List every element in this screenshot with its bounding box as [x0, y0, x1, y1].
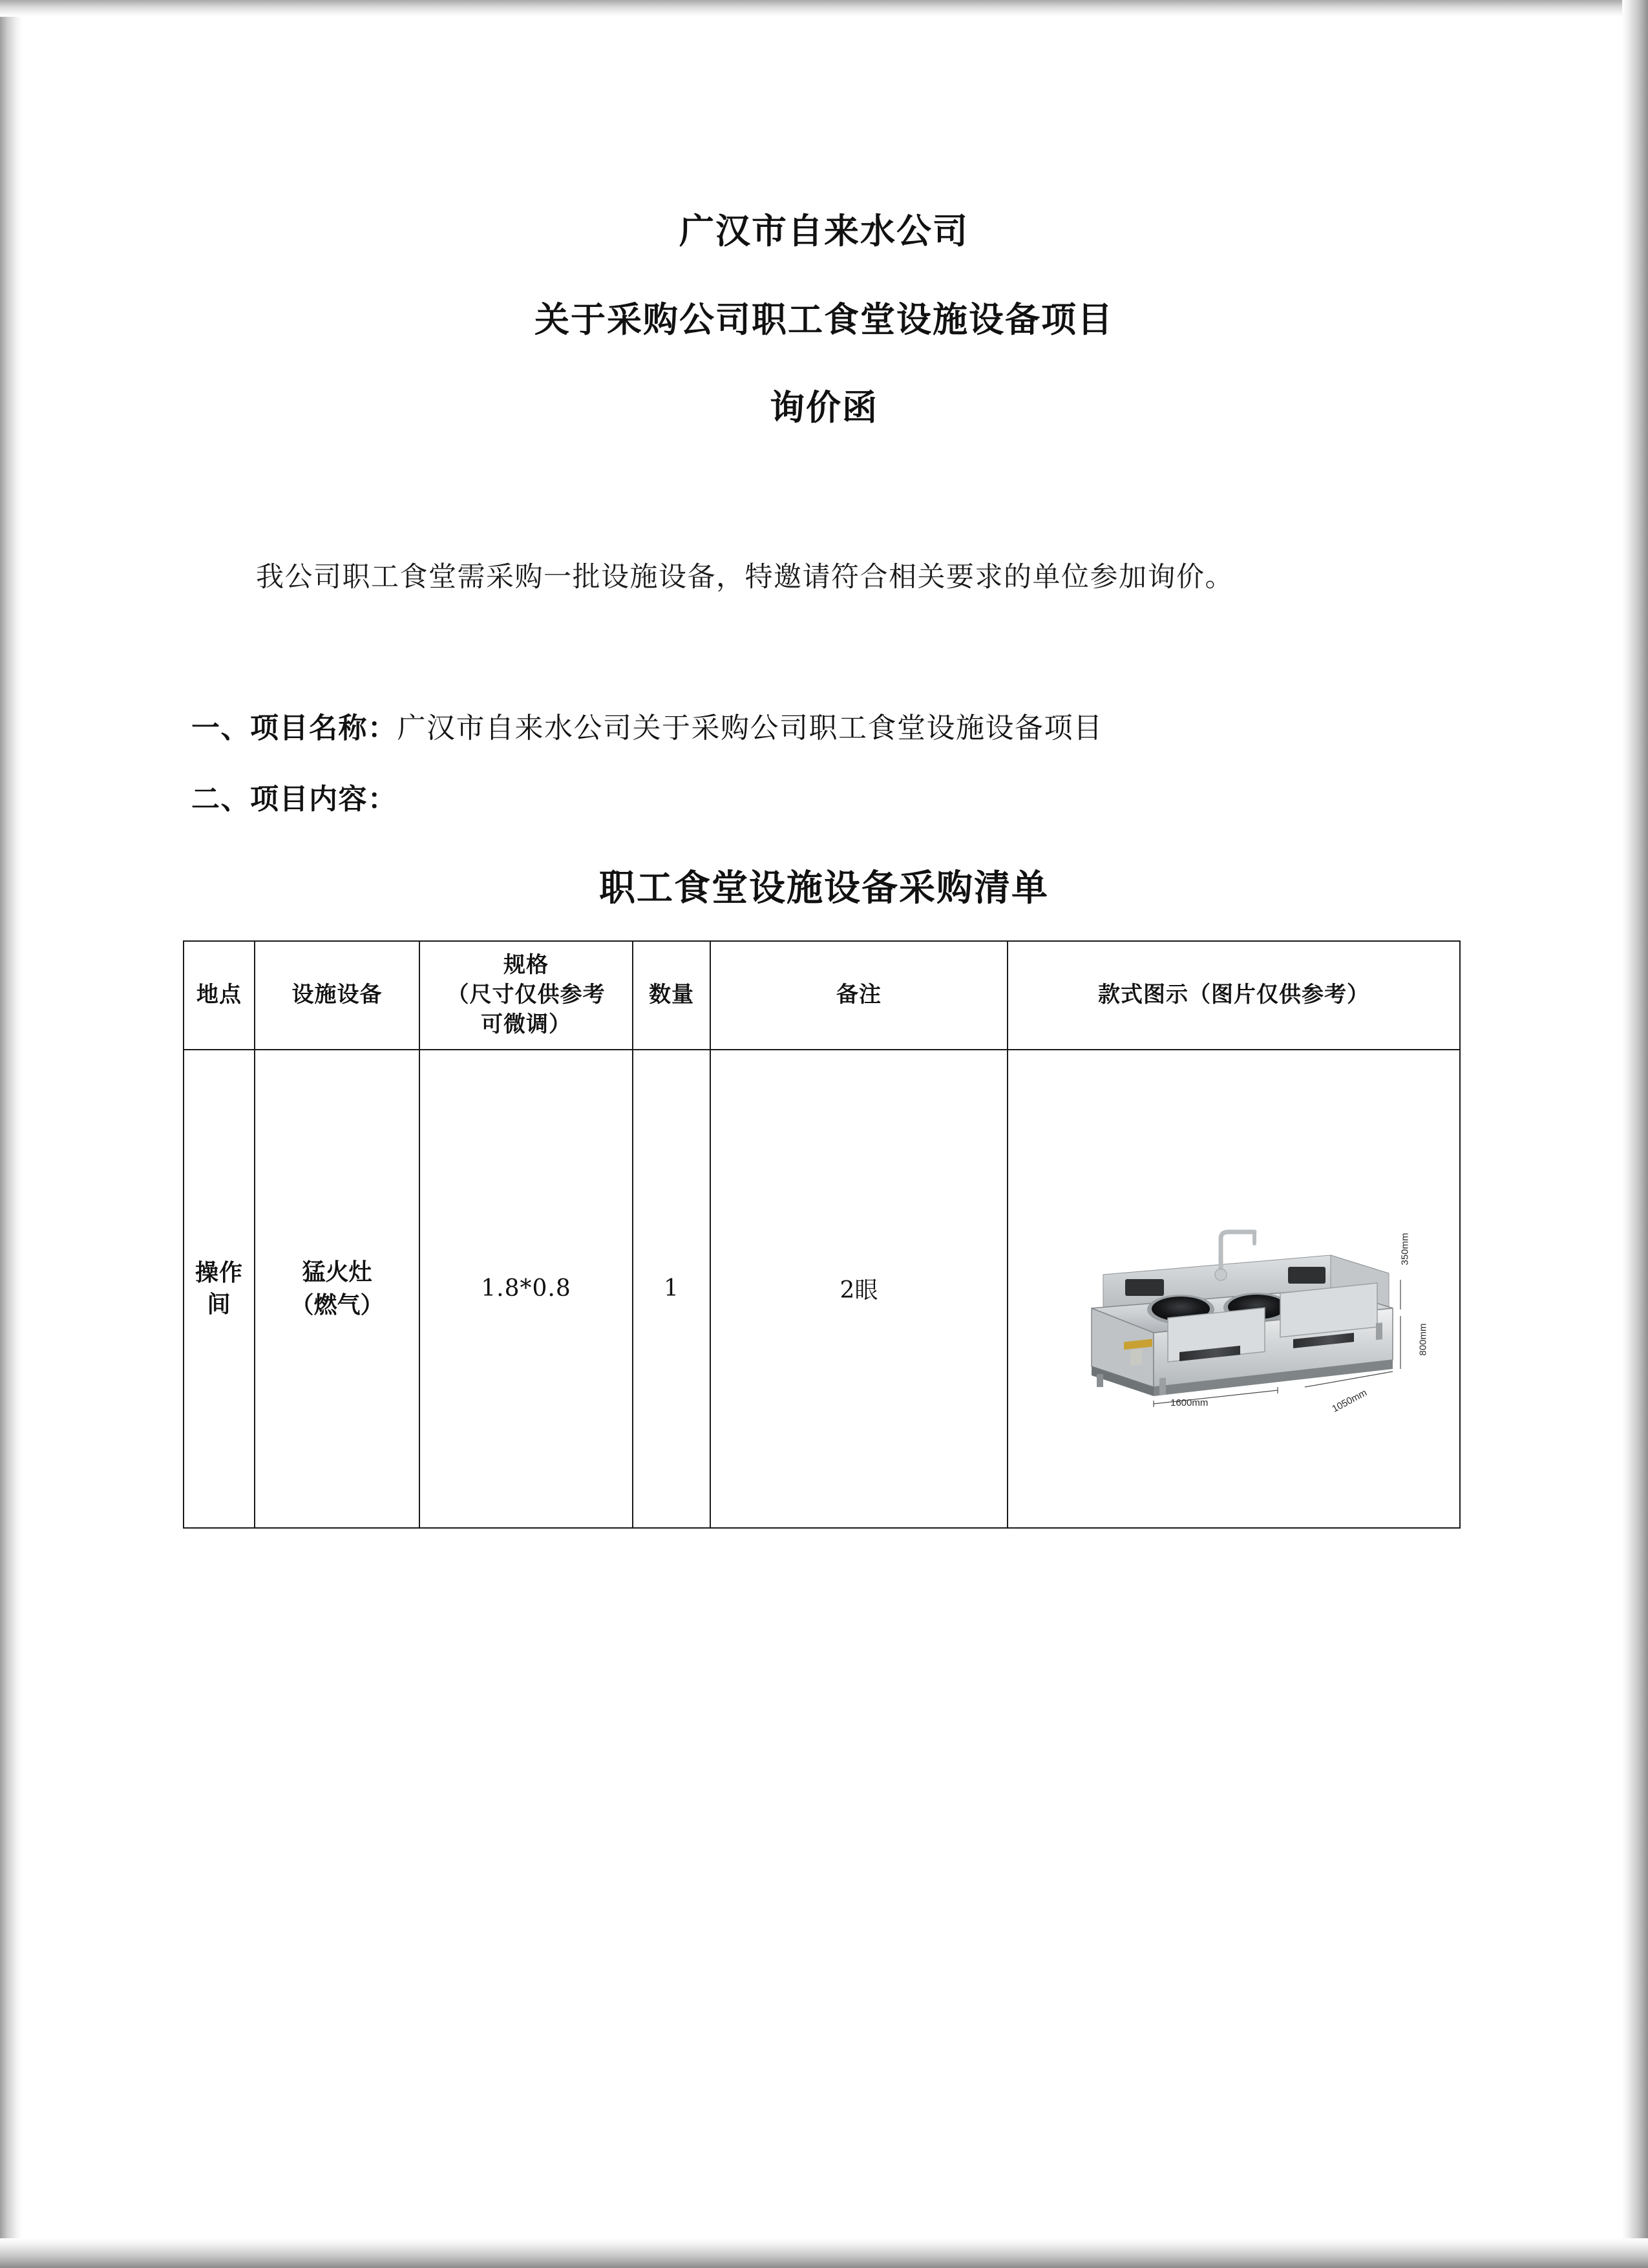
column-header-image: 款式图示（图片仅供参考）: [1008, 941, 1460, 1050]
intro-paragraph: 我公司职工食堂需采购一批设施设备，特邀请符合相关要求的单位参加询价。: [256, 561, 1234, 593]
document-title-line-2: 关于采购公司职工食堂设施设备项目: [534, 299, 1114, 340]
scan-edge-top: [0, 0, 1648, 17]
document-title-line-3: 询价函: [770, 387, 878, 428]
section-project-content: [191, 776, 397, 817]
dimension-backsplash-label: 350mm: [1399, 1233, 1411, 1266]
scan-edge-right: [1622, 0, 1648, 2268]
cell-remark: 2眼: [710, 1050, 1008, 1528]
table-header-row: [184, 941, 1460, 1050]
cell-quantity: 1: [633, 1050, 710, 1528]
column-header-spec-line2: （尺寸仅供参考: [447, 981, 606, 1008]
cell-location: 操作间: [184, 1050, 255, 1528]
cell-spec: 1.8*0.8: [419, 1050, 633, 1528]
column-header-equipment: 设施设备: [255, 941, 419, 1050]
dimension-width-label: 1600mm: [1170, 1397, 1209, 1408]
column-header-spec: [419, 941, 633, 1050]
cell-equipment-line2: （燃气）: [290, 1291, 384, 1319]
section-project-content-label: 二、项目内容：: [191, 783, 397, 816]
table-title: 职工食堂设施设备采购清单: [599, 867, 1049, 909]
dimension-depth-label: 1050mm: [1330, 1386, 1369, 1415]
column-header-remark: 备注: [710, 941, 1008, 1050]
cell-equipment-line1: 猛火灶: [302, 1258, 372, 1286]
scan-edge-bottom: [0, 2238, 1648, 2268]
column-header-spec-line3: 可微调）: [481, 1011, 571, 1037]
column-header-quantity: 数量: [633, 941, 710, 1050]
section-project-name-label: 一、项目名称：: [191, 712, 397, 745]
document-title-line-1: 广汉市自来水公司: [679, 210, 969, 251]
gas-stove-illustration: [1027, 1147, 1441, 1431]
equipment-purchase-table: [183, 940, 1461, 1529]
column-header-location: 地点: [184, 941, 255, 1050]
column-header-spec-line1: 规格: [503, 952, 549, 978]
cell-image: [1008, 1050, 1460, 1528]
dimension-height-label: 800mm: [1417, 1323, 1429, 1356]
gas-stove-photo: [1027, 1147, 1441, 1431]
scan-edge-left: [0, 0, 22, 2268]
section-project-name-text: 广汉市自来水公司关于采购公司职工食堂设施设备项目: [397, 712, 1103, 745]
table-header: [184, 941, 1460, 1050]
section-project-name: [191, 705, 1103, 746]
table-row: [184, 1050, 1460, 1528]
table-body: [184, 1050, 1460, 1528]
cell-equipment: [255, 1050, 419, 1528]
